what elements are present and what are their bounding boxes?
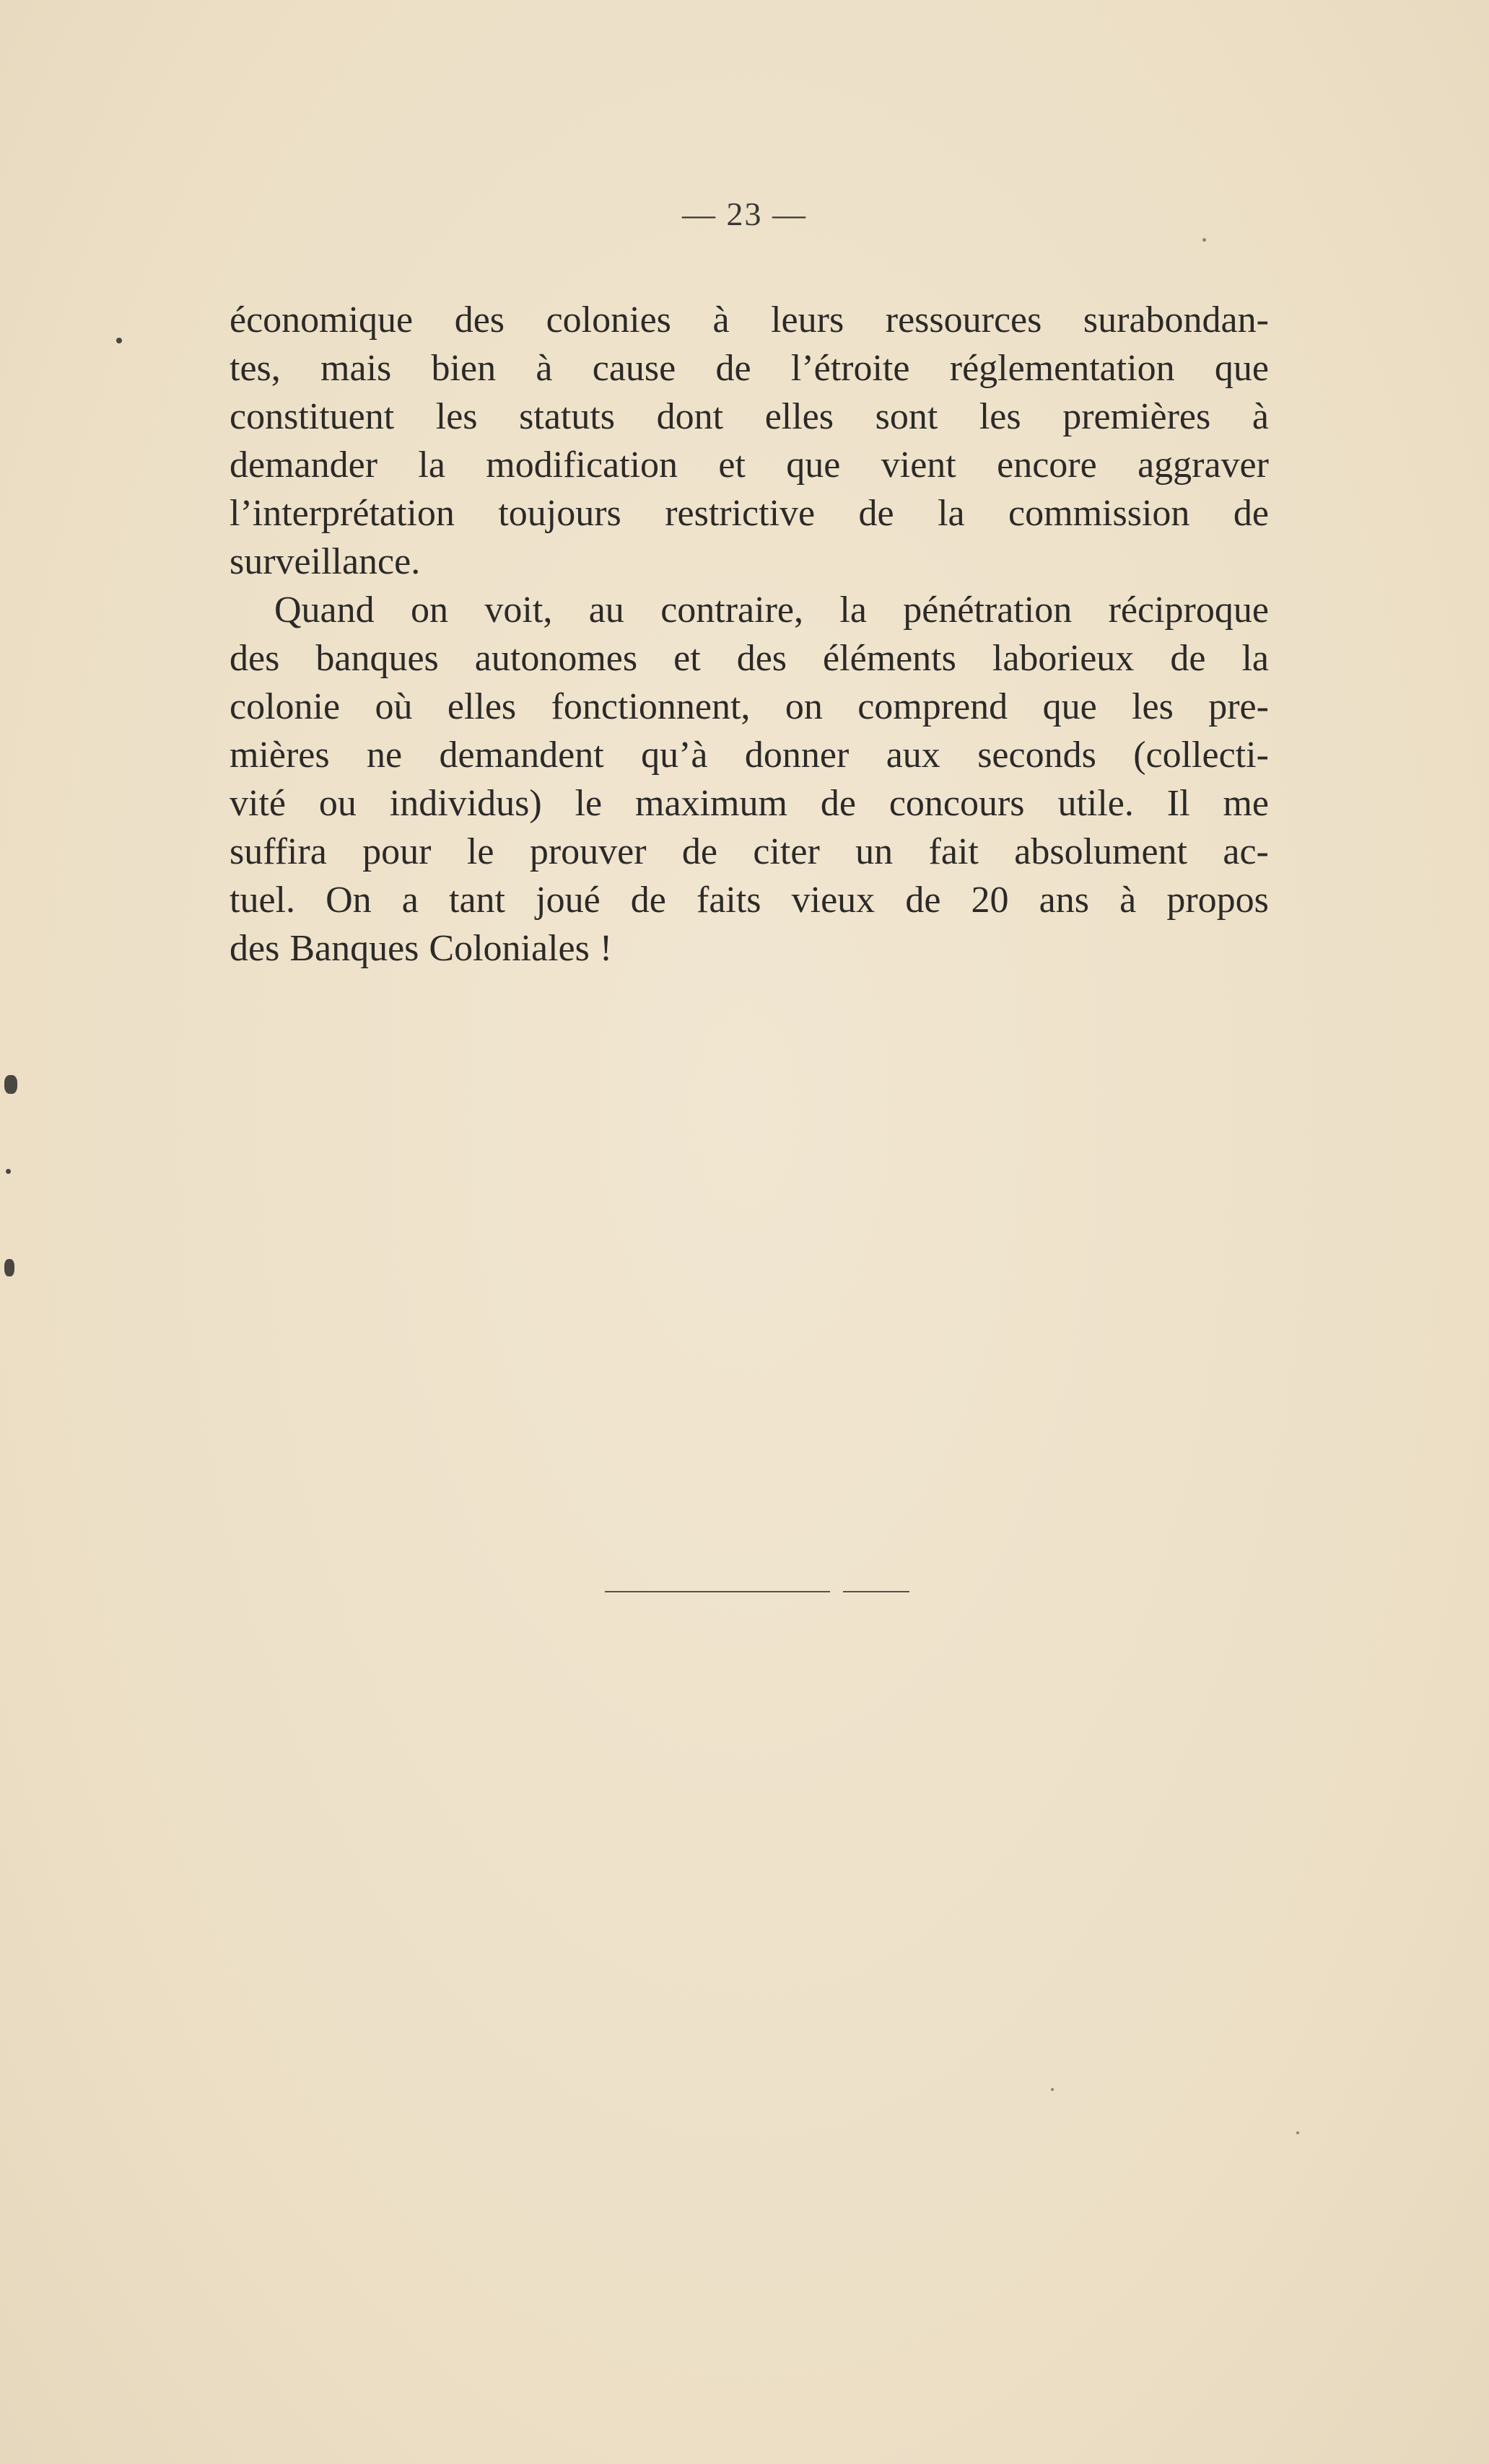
word: commission xyxy=(1008,493,1190,534)
page-speck xyxy=(1202,238,1206,242)
text-line xyxy=(230,344,1269,393)
word: les xyxy=(979,396,1021,437)
word: ou xyxy=(318,783,357,824)
word: ac- xyxy=(1223,831,1269,872)
page-speck xyxy=(4,1259,14,1276)
word: économique xyxy=(230,299,414,341)
word: premières xyxy=(1062,396,1211,437)
word: de xyxy=(820,783,856,824)
word: on xyxy=(785,686,823,727)
word: au xyxy=(588,589,624,631)
word: de xyxy=(630,880,666,921)
word: la xyxy=(1241,638,1269,679)
word: citer xyxy=(753,831,820,872)
word: où xyxy=(375,686,413,727)
text-line xyxy=(230,441,1269,489)
word: de xyxy=(715,348,751,389)
word: seconds xyxy=(977,735,1096,776)
word: toujours xyxy=(498,493,621,534)
word: sont xyxy=(875,396,938,437)
text-line xyxy=(230,731,1269,779)
word: réglementation xyxy=(949,348,1175,389)
word: propos xyxy=(1166,880,1269,921)
word: concours xyxy=(888,783,1025,824)
word: des xyxy=(454,299,505,341)
text-line xyxy=(230,489,1269,538)
word: suffira xyxy=(230,831,327,872)
word: et xyxy=(718,444,746,486)
word: absolument xyxy=(1014,831,1187,872)
word: à xyxy=(536,348,553,389)
word: réciproque xyxy=(1108,589,1269,631)
word: aggraver xyxy=(1138,444,1269,486)
text-line xyxy=(230,393,1269,441)
word: cause xyxy=(592,348,676,389)
text-line xyxy=(230,876,1269,924)
word: que xyxy=(786,444,841,486)
page-speck xyxy=(4,1075,17,1094)
word: pour xyxy=(362,831,432,872)
word: demander xyxy=(230,444,378,486)
word: l’étroite xyxy=(790,348,910,389)
page-speck xyxy=(116,338,122,343)
text-line xyxy=(230,538,1269,586)
word: tant xyxy=(449,880,505,921)
word: la xyxy=(418,444,445,486)
word: on xyxy=(411,589,449,631)
word: fait xyxy=(928,831,979,872)
word: Banques xyxy=(289,928,419,969)
word: laborieux xyxy=(992,638,1135,679)
word: aux xyxy=(886,735,940,776)
word: restrictive xyxy=(665,493,816,534)
word: ! xyxy=(599,928,613,969)
word: prouver xyxy=(529,831,647,872)
word: 20 xyxy=(971,880,1009,921)
text-line xyxy=(230,634,1269,683)
word: la xyxy=(938,493,965,534)
word: fonctionnent, xyxy=(551,686,751,727)
word: tes, xyxy=(230,348,281,389)
word: contraire, xyxy=(660,589,803,631)
word: mais xyxy=(320,348,392,389)
word: On xyxy=(326,880,372,921)
word: surveillance. xyxy=(230,541,421,582)
word: de xyxy=(681,831,718,872)
end-rule-short xyxy=(843,1591,909,1592)
word: de xyxy=(1170,638,1206,679)
word: encore xyxy=(997,444,1097,486)
page-speck xyxy=(1051,2088,1054,2091)
word: a xyxy=(401,880,419,921)
word: des xyxy=(230,638,280,679)
word: le xyxy=(466,831,494,872)
page-number: — 23 — xyxy=(682,196,807,232)
text-line xyxy=(230,586,1269,634)
word: pénétration xyxy=(903,589,1073,631)
word: éléments xyxy=(823,638,956,679)
text-line xyxy=(230,828,1269,876)
word: à xyxy=(1119,880,1137,921)
end-rule-long xyxy=(605,1591,830,1592)
text-line xyxy=(230,779,1269,828)
word: de xyxy=(858,493,894,534)
word: me xyxy=(1223,783,1269,824)
word: voit, xyxy=(484,589,553,631)
word: Il xyxy=(1166,783,1190,824)
word: Quand xyxy=(274,589,375,631)
word: surabondan- xyxy=(1083,299,1269,341)
word: Coloniales xyxy=(429,928,590,969)
word: vité xyxy=(230,783,286,824)
word: modification xyxy=(486,444,678,486)
word: que xyxy=(1214,348,1269,389)
word: un xyxy=(855,831,894,872)
word: ne xyxy=(367,735,403,776)
word: la xyxy=(839,589,867,631)
word: les xyxy=(1132,686,1174,727)
body-text xyxy=(230,296,1269,973)
word: de xyxy=(1233,493,1269,534)
word: à xyxy=(712,299,730,341)
word: maximum xyxy=(635,783,787,824)
text-line xyxy=(230,924,1269,973)
page-speck xyxy=(1296,2131,1299,2134)
word: ressources xyxy=(885,299,1042,341)
word: statuts xyxy=(519,396,616,437)
word: pre- xyxy=(1208,686,1269,727)
text-line xyxy=(230,296,1269,344)
word: elles xyxy=(447,686,517,727)
word: les xyxy=(435,396,478,437)
word: banques xyxy=(315,638,439,679)
word: le xyxy=(575,783,603,824)
word: constituent xyxy=(230,396,395,437)
word: comprend xyxy=(857,686,1008,727)
word: dont xyxy=(656,396,724,437)
word: ans xyxy=(1039,880,1089,921)
word: joué xyxy=(536,880,601,921)
word: des xyxy=(736,638,787,679)
word: tuel. xyxy=(230,880,295,921)
page-speck xyxy=(6,1169,11,1174)
text-line xyxy=(230,683,1269,731)
word: donner xyxy=(744,735,850,776)
word: autonomes xyxy=(474,638,638,679)
word: qu’à xyxy=(641,735,708,776)
word: bien xyxy=(431,348,497,389)
word: (collecti- xyxy=(1133,735,1269,776)
word: individus) xyxy=(389,783,542,824)
word: mières xyxy=(230,735,330,776)
word: et xyxy=(673,638,701,679)
word: utile. xyxy=(1057,783,1134,824)
word: colonies xyxy=(546,299,671,341)
word: colonie xyxy=(230,686,341,727)
word: faits xyxy=(697,880,761,921)
word: des xyxy=(230,928,280,969)
word: demandent xyxy=(439,735,604,776)
word: que xyxy=(1042,686,1097,727)
word: l’interprétation xyxy=(230,493,455,534)
word: vient xyxy=(881,444,956,486)
word: leurs xyxy=(771,299,844,341)
word: vieux xyxy=(791,880,876,921)
word: de xyxy=(905,880,941,921)
word: à xyxy=(1252,396,1269,437)
word: elles xyxy=(764,396,834,437)
